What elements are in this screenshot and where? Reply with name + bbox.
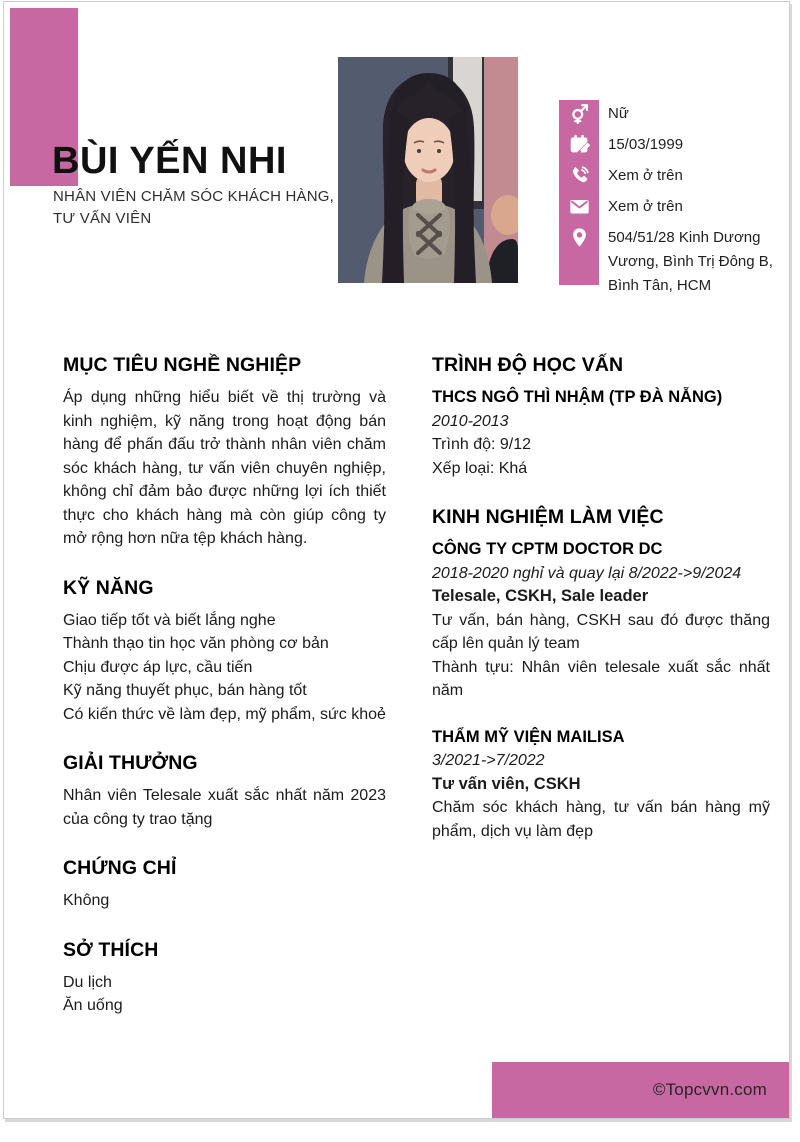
profile-photo [338,57,518,283]
objective-heading: MỤC TIÊU NGHỀ NGHIỆP [63,354,302,376]
skills-heading: KỸ NĂNG [63,576,154,599]
school-name: THCS NGÔ THÌ NHẬM (TP ĐÀ NẴNG) [432,388,723,406]
education-detail: Xếp loại: Khá [432,459,528,477]
right-column [432,354,770,1018]
job-achievement: Thành tựu: Nhân viên telesale xuất sắc nhất năm [432,658,770,699]
job-entry [432,538,770,703]
certificates-body: Không [63,892,110,909]
section-awards [63,752,386,831]
education-period: 2010-2013 [432,412,509,430]
job-period: 3/2021->7/2022 [432,752,545,769]
skill-item: Giao tiếp tốt và biết lắng nghe [63,611,276,629]
awards-body: Nhân viên Telesale xuất sắc nhất năm 2023 của công ty trao tặng [63,787,386,828]
address-value: 504/51/28 Kinh Dương Vương, Bình Trị Đông B, Bình Tân, HCM [608,229,773,294]
calendar-icon [559,129,599,155]
job-role: Tư vấn viên, CSKH [432,774,581,793]
company-name: CÔNG TY CPTM DOCTOR DC [432,540,663,558]
section-certificates [63,857,386,913]
phone-icon [559,160,599,186]
gender-value: Nữ [608,105,629,122]
section-experience [432,506,770,843]
main-content [63,354,770,1018]
contact-row-address [559,222,775,298]
education-detail: Trình độ: 9/12 [432,436,532,453]
skill-item: Có kiến thức về làm đẹp, mỹ phẩm, sức khoẻ [63,705,386,723]
section-skills [63,577,386,727]
location-icon [559,222,599,248]
certificates-heading: CHỨNG CHỈ [63,857,177,879]
skill-item: Thành thạo tin học văn phòng cơ bản [63,635,329,652]
skill-item: Chịu được áp lực, cầu tiến [63,658,253,676]
company-name: THẨM MỸ VIỆN MAILISA [432,727,625,746]
section-objective [63,354,386,551]
person-name: BÙI YẾN NHI [52,140,287,182]
hobby-item: Ăn uống [63,997,123,1014]
person-job-title: NHÂN VIÊN CHĂM SÓC KHÁCH HÀNG, TƯ VẤN VIÊN [53,188,335,227]
phone-value: Xem ở trên [608,167,683,184]
mail-icon [559,191,599,217]
experience-heading: KINH NGHIỆM LÀM VIỆC [432,506,664,528]
awards-heading: GIẢI THƯỞNG [63,752,198,774]
section-education [432,354,770,480]
contact-row-gender [559,98,775,129]
job-period: 2018-2020 nghỉ và quay lại 8/2022->9/2024 [432,564,742,582]
gender-icon [559,98,599,124]
contact-row-phone [559,160,775,191]
job-role: Telesale, CSKH, Sale leader [432,587,649,605]
job-entry [432,726,770,844]
job-description: Tư vấn, bán hàng, CSKH sau đó được thăng cấp lên quản lý team [432,611,770,652]
skill-item: Kỹ năng thuyết phục, bán hàng tốt [63,682,307,699]
left-column [63,354,386,1018]
contact-block [559,98,775,298]
footer-bar [492,1062,789,1118]
education-heading: TRÌNH ĐỘ HỌC VẤN [432,354,624,376]
hobbies-heading: SỞ THÍCH [63,938,159,961]
hobby-item: Du lịch [63,973,112,991]
section-hobbies [63,939,386,1018]
cv-page [3,1,790,1119]
job-description: Chăm sóc khách hàng, tư vấn bán hàng mỹ phẩm, dịch vụ làm đẹp [432,799,770,840]
footer-credit: ©Topcvvn.com [652,1080,767,1099]
email-value: Xem ở trên [608,198,683,215]
birthday-value: 15/03/1999 [608,136,684,153]
contact-row-birthday [559,129,775,160]
contact-row-email [559,191,775,222]
objective-body: Áp dụng những hiểu biết về thị trường và kinh nghiệm, kỹ năng trong hoạt động bán hàng để phấn đấu trở thành nhân viên chăm sóc khách hàng, tư vấn viên chuyên nghiệp, không chỉ đảm bảo được những lợi ích thiết thực cho khách hàng mà còn giúp công ty mở rộng hơn nữa tệp khách hàng. [63,389,386,547]
